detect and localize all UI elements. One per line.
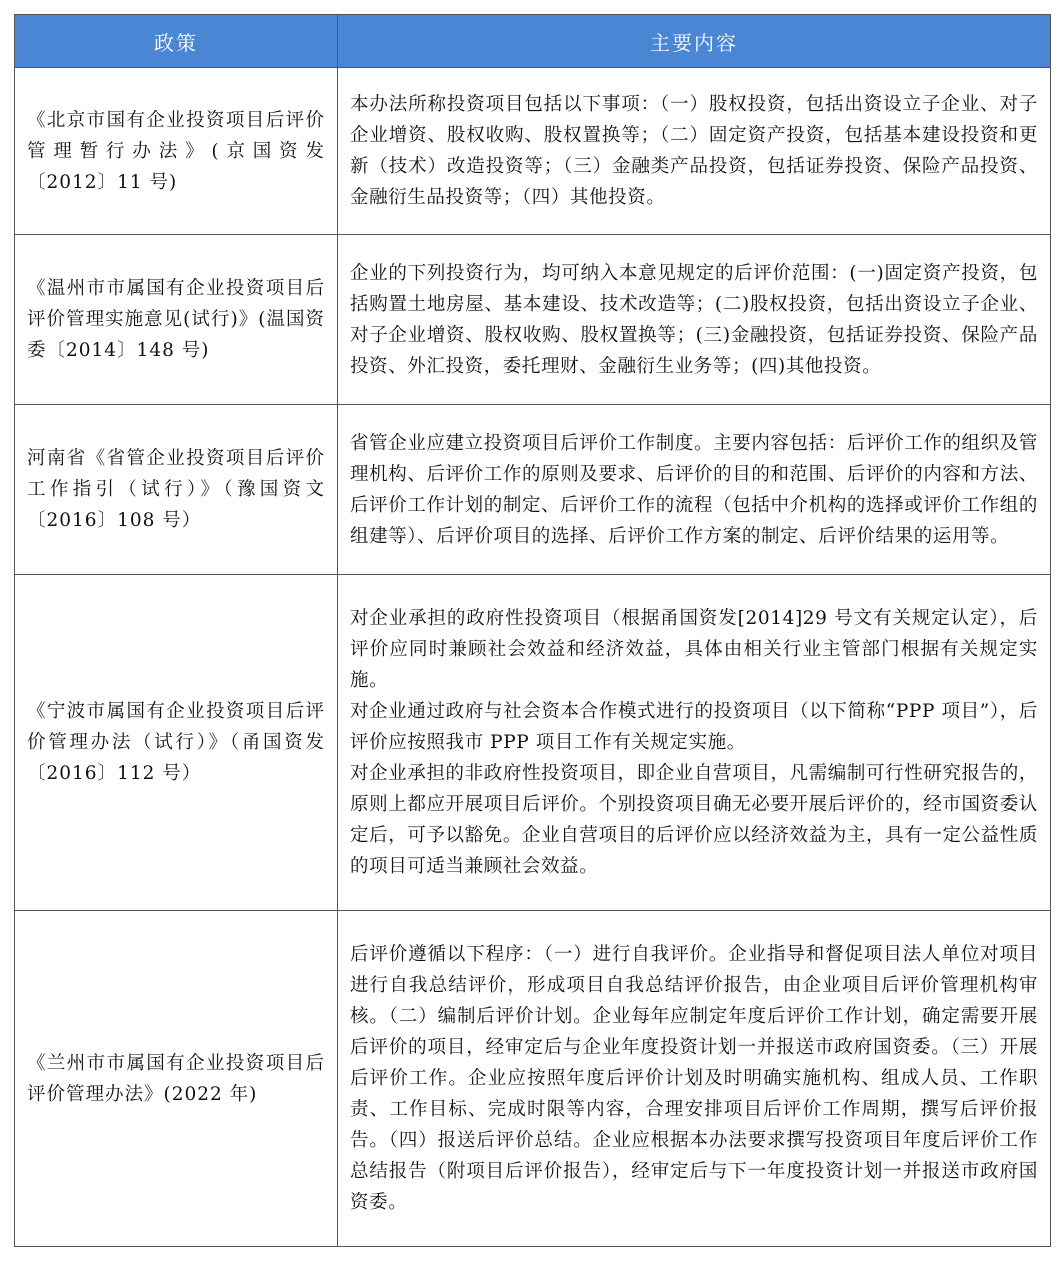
content-paragraph: 本办法所称投资项目包括以下事项：（一）股权投资，包括出资设立子企业、对子企业增资、股权收购、股权置换等；（二）固定资产投资，包括基本建设投资和更新（技术）改造投资等；（三）金融类产品投资，包括证券投资、保险产品投资、金融衍生品投资等；（四）其他投资。	[350, 94, 1038, 208]
content-cell	[338, 575, 1051, 911]
content-paragraph: 省管企业应建立投资项目后评价工作制度。主要内容包括：后评价工作的组织及管理机构、后评价工作的原则及要求、后评价的目的和范围、后评价的内容和方法、后评价工作计划的制定、后评价工作的流程（包括中介机构的选择或评价工作组的组建等）、后评价项目的选择、后评价工作方案的制定、后评价结果的运用等。	[350, 432, 1038, 547]
policy-cell: 《温州市市属国有企业投资项目后评价管理实施意见(试行)》(温国资委〔2014〕148 号)	[15, 235, 338, 405]
table-row	[15, 405, 1051, 575]
header-content: 主要内容	[338, 15, 1051, 68]
content-paragraph: 对企业通过政府与社会资本合作模式进行的投资项目（以下简称“PPP 项目”），后评价应按照我市 PPP 项目工作有关规定实施。	[350, 701, 1038, 753]
table-header-row	[15, 15, 1051, 68]
policy-cell: 《北京市国有企业投资项目后评价管理暂行办法》(京国资发〔2012〕11 号)	[15, 68, 338, 235]
policy-table	[14, 14, 1051, 1247]
table-row	[15, 575, 1051, 911]
table-row	[15, 911, 1051, 1247]
content-paragraph: 后评价遵循以下程序：（一）进行自我评价。企业指导和督促项目法人单位对项目进行自我总结评价，形成项目自我总结评价报告，由企业项目后评价管理机构审核。（二）编制后评价计划。企业每年应制定年度后评价工作计划，确定需要开展后评价的项目，经审定后与企业年度投资计划一并报送市政府国资委。（三）开展后评价工作。企业应按照年度后评价计划及时明确实施机构、组成人员、工作职责、工作目标、完成时限等内容，合理安排项目后评价工作周期，撰写后评价报告。（四）报送后评价总结。企业应根据本办法要求撰写投资项目年度后评价工作总结报告（附项目后评价报告），经审定后与下一年度投资计划一并报送市政府国资委。	[350, 944, 1038, 1213]
content-paragraph: 对企业承担的非政府性投资项目，即企业自营项目，凡需编制可行性研究报告的，原则上都应开展项目后评价。个别投资项目确无必要开展后评价的，经市国资委认定后，可予以豁免。企业自营项目的后评价应以经济效益为主，具有一定公益性质的项目可适当兼顾社会效益。	[350, 763, 1038, 877]
table-row	[15, 68, 1051, 235]
policy-table-container	[14, 14, 1050, 1247]
table-row	[15, 235, 1051, 405]
content-cell	[338, 235, 1051, 405]
content-paragraph: 企业的下列投资行为，均可纳入本意见规定的后评价范围：(一)固定资产投资，包括购置土地房屋、基本建设、技术改造等；(二)股权投资，包括出资设立子企业、对子企业增资、股权收购、股权置换等；(三)金融投资，包括证券投资、保险产品投资、外汇投资，委托理财、金融衍生业务等；(四)其他投资。	[350, 262, 1038, 377]
content-cell	[338, 68, 1051, 235]
policy-cell: 《宁波市属国有企业投资项目后评价管理办法（试行）》（甬国资发〔2016〕112 号）	[15, 575, 338, 911]
content-cell	[338, 405, 1051, 575]
policy-cell: 河南省《省管企业投资项目后评价工作指引（试行）》（豫国资文〔2016〕108 号）	[15, 405, 338, 575]
content-cell	[338, 911, 1051, 1247]
header-policy: 政策	[15, 15, 338, 68]
content-paragraph: 对企业承担的政府性投资项目（根据甬国资发[2014]29 号文有关规定认定），后评价应同时兼顾社会效益和经济效益，具体由相关行业主管部门根据有关规定实施。	[350, 608, 1038, 691]
policy-cell: 《兰州市市属国有企业投资项目后评价管理办法》(2022 年)	[15, 911, 338, 1247]
